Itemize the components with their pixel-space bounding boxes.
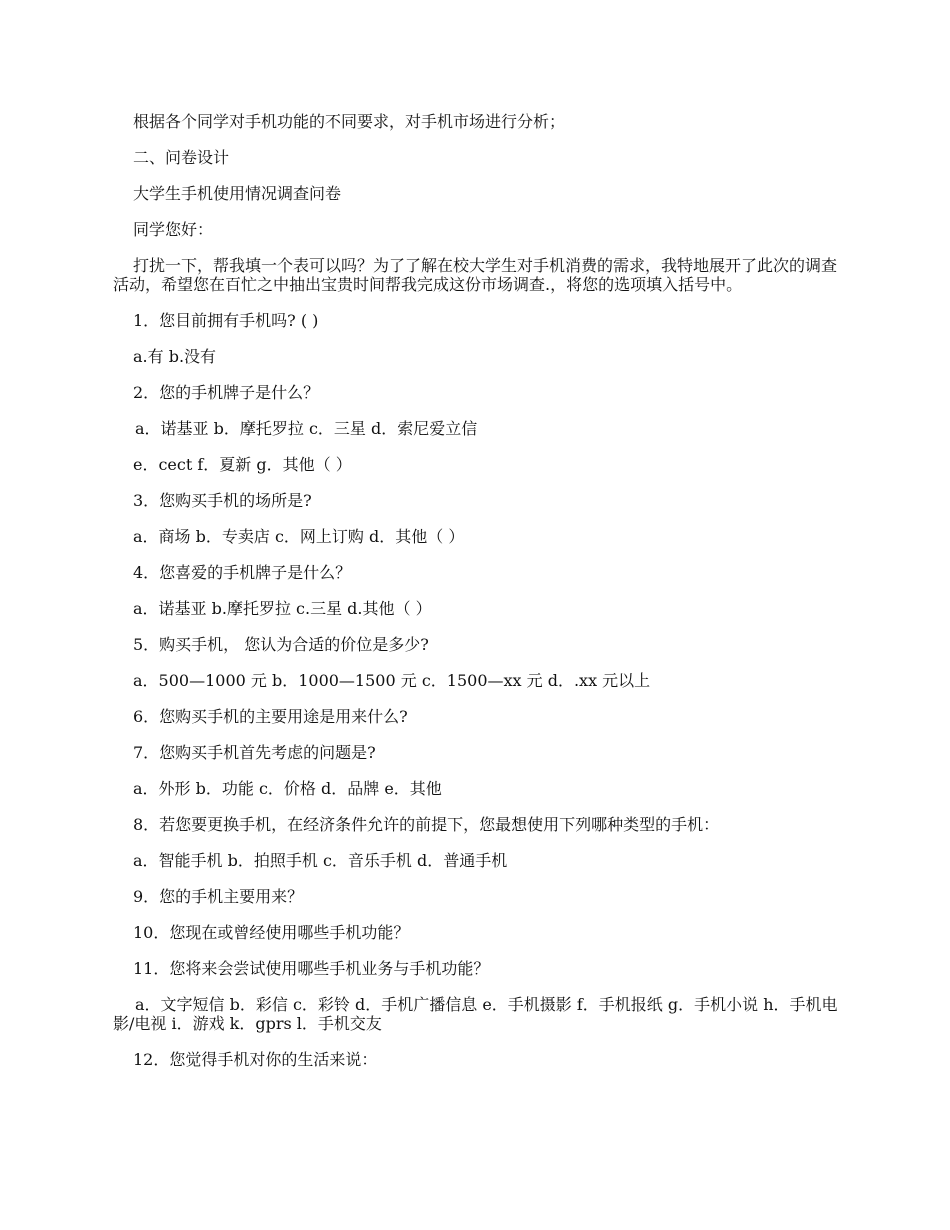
question-2-options-line-2: e．cect f．夏新 g．其他（ ） bbox=[133, 455, 352, 474]
greeting: 同学您好： bbox=[133, 220, 214, 239]
question-5: 5．购买手机， 您认为合适的价位是多少? bbox=[133, 635, 429, 654]
question-3-options: a．商场 b．专卖店 c．网上订购 d．其他（ ） bbox=[133, 527, 465, 546]
paragraph-intro-analysis: 根据各个同学对手机功能的不同要求，对手机市场进行分析； bbox=[133, 112, 566, 131]
question-1: 1．您目前拥有手机吗? ( ) bbox=[133, 311, 319, 330]
document-body bbox=[113, 112, 843, 1086]
question-11: 11．您将来会尝试使用哪些手机业务与手机功能？ bbox=[133, 959, 490, 978]
question-8-options: a．智能手机 b．拍照手机 c．音乐手机 d．普通手机 bbox=[133, 851, 508, 870]
question-8: 8．若您要更换手机，在经济条件允许的前提下，您最想使用下列哪种类型的手机： bbox=[133, 815, 720, 834]
intro-paragraph: 打扰一下，帮我填一个表可以吗？为了了解在校大学生对手机消费的需求，我特地展开了此次的调查活动，希望您在百忙之中抽出宝贵时间帮我完成这份市场调查.，将您的选项填入括号中。 bbox=[113, 256, 838, 294]
question-2: 2．您的手机牌子是什么？ bbox=[133, 383, 320, 402]
question-9: 9．您的手机主要用来？ bbox=[133, 887, 304, 906]
question-7-options: a．外形 b．功能 c．价格 d．品牌 e．其他 bbox=[133, 779, 442, 798]
question-11-options: a．文字短信 b．彩信 c．彩铃 d．手机广播信息 e．手机摄影 f．手机报纸 g．手机小说 h．手机电影/电视 i．游戏 k．gprs l．手机交友 bbox=[113, 995, 838, 1033]
question-4-options: a．诺基亚 b.摩托罗拉 c.三星 d.其他（ ） bbox=[133, 599, 432, 618]
question-3: 3．您购买手机的场所是? bbox=[133, 491, 312, 510]
question-12: 12．您觉得手机对你的生活来说： bbox=[133, 1050, 378, 1069]
question-6: 6．您购买手机的主要用途是用来什么? bbox=[133, 707, 408, 726]
section-heading-questionnaire-design: 二、问卷设计 bbox=[133, 148, 230, 167]
question-5-options: a．500—1000 元 b．1000—1500 元 c．1500—xx 元 d．.xx 元以上 bbox=[133, 671, 651, 690]
question-4: 4．您喜爱的手机牌子是什么？ bbox=[133, 563, 352, 582]
question-1-options: a.有 b.没有 bbox=[133, 347, 217, 366]
question-10: 10．您现在或曾经使用哪些手机功能？ bbox=[133, 923, 410, 942]
question-2-options-line-1: a．诺基亚 b．摩托罗拉 c．三星 d．索尼爱立信 bbox=[135, 419, 478, 438]
questionnaire-title: 大学生手机使用情况调查问卷 bbox=[133, 184, 342, 203]
question-7: 7．您购买手机首先考虑的问题是? bbox=[133, 743, 376, 762]
